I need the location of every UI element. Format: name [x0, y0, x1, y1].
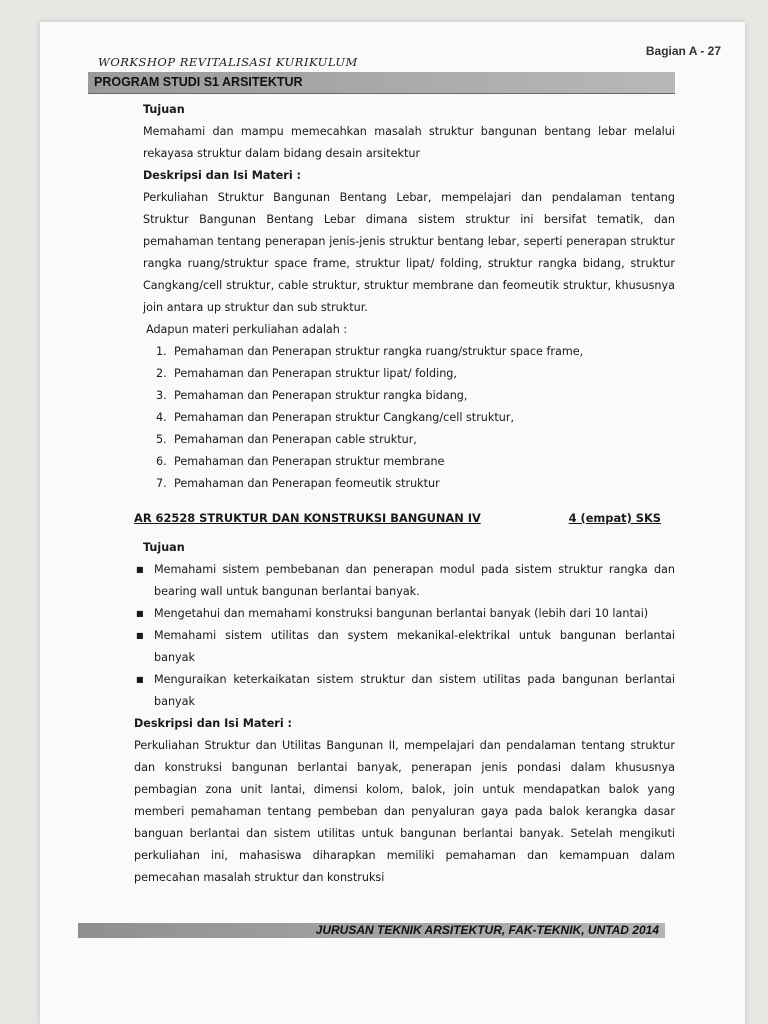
course-sks: 4 (empat) SKS: [568, 511, 661, 525]
workshop-title: WORKSHOP REVITALISASI KURIKULUM: [98, 55, 358, 69]
list-item: 6. Pemahaman dan Penerapan struktur membrane: [156, 455, 445, 468]
list-item: 3. Pemahaman dan Penerapan struktur rangka bidang,: [156, 389, 468, 402]
bullet-icon: ■: [136, 631, 144, 640]
list-item: ■ Memahami sistem utilitas dan system mekanikal-elektrikal untuk bangunan berlantai banyak: [134, 625, 675, 669]
tujuan-heading: Tujuan: [143, 103, 185, 116]
tujuan-text: Memahami dan mampu memecahkan masalah struktur bangunan bentang lebar melalui rekayasa struktur dalam bidang desain arsitektur: [143, 125, 675, 160]
list-item: 5. Pemahaman dan Penerapan cable struktur,: [156, 433, 417, 446]
page-content: [134, 99, 675, 889]
list-item: 7. Pemahaman dan Penerapan feomeutik struktur: [156, 477, 440, 490]
footer-bar: [78, 923, 665, 938]
list-item: 2. Pemahaman dan Penerapan struktur lipat/ folding,: [156, 367, 457, 380]
materi-list: [143, 341, 675, 495]
deskripsi-text: Perkuliahan Struktur Bangunan Bentang Lebar, mempelajari dan pendalaman tentang Struktur Bangunan Bentang Lebar dimana sistem struktur ini bersifat tematik, dan pemahaman tentang penerapan jenis-jenis struktur bentang lebar, seperti penerapan struktur rangka ruang/struktur space frame, struktur lipat/ folding, struktur rangka bidang, struktur Cangkang/cell struktur, cable struktur, struktur membrane dan feomeutik struktur, khususnya join antara up struktur dan sub struktur.: [143, 191, 675, 314]
deskripsi-heading-2: Deskripsi dan Isi Materi :: [134, 717, 293, 730]
deskripsi-text-2: Perkuliahan Struktur dan Utilitas Bangunan II, mempelajari dan pendalaman tentang struktur dan konstruksi bangunan berlantai banyak, penerapan jenis pondasi dalam khususnya pembagian zona unit lantai, dimensi kolom, balok, join untuk mendapatkan balok yang memberi pemahaman tentang pembeban dan penyaluran gaya pada balok kerangka dasar banguan berlantai dan sistem utilitas untuk bangunan berlantai banyak. Setelah mengikuti perkuliahan ini, mahasiswa diharapkan memiliki pemahaman dan kemampuan dalam pemecahan masalah struktur dan konstruksi: [134, 739, 675, 884]
document-page: [40, 22, 745, 1024]
tujuan-heading-2: Tujuan: [143, 541, 185, 554]
footer-text: JURUSAN TEKNIK ARSITEKTUR, FAK-TEKNIK, UNTAD 2014: [315, 923, 659, 937]
bullet-icon: ■: [136, 565, 144, 574]
tujuan-list: [136, 559, 675, 713]
list-item: ■ Menguraikan keterkaikatan sistem struktur dan sistem utilitas pada bangunan berlantai banyak: [134, 669, 675, 713]
deskripsi-heading: Deskripsi dan Isi Materi :: [143, 169, 302, 182]
course-heading: [134, 507, 675, 529]
list-item: ■ Mengetahui dan memahami konstruksi bangunan berlantai banyak (lebih dari 10 lantai): [134, 603, 675, 625]
list-item: 4. Pemahaman dan Penerapan struktur Cangkang/cell struktur,: [156, 411, 514, 424]
materi-intro: Adapun materi perkuliahan adalah :: [146, 323, 348, 336]
list-item: ■ Memahami sistem pembebanan dan penerapan modul pada sistem struktur rangka dan bearing wall untuk bangunan berlantai banyak.: [134, 559, 675, 603]
bullet-icon: ■: [136, 609, 144, 618]
header-bar: [88, 72, 675, 94]
list-item: 1. Pemahaman dan Penerapan struktur rangka ruang/struktur space frame,: [156, 345, 584, 358]
course-title: AR 62528 STRUKTUR DAN KONSTRUKSI BANGUNAN IV: [134, 511, 481, 525]
page-number: Bagian A - 27: [645, 44, 721, 58]
program-title: PROGRAM STUDI S1 ARSITEKTUR: [94, 75, 303, 89]
bullet-icon: ■: [136, 675, 144, 684]
